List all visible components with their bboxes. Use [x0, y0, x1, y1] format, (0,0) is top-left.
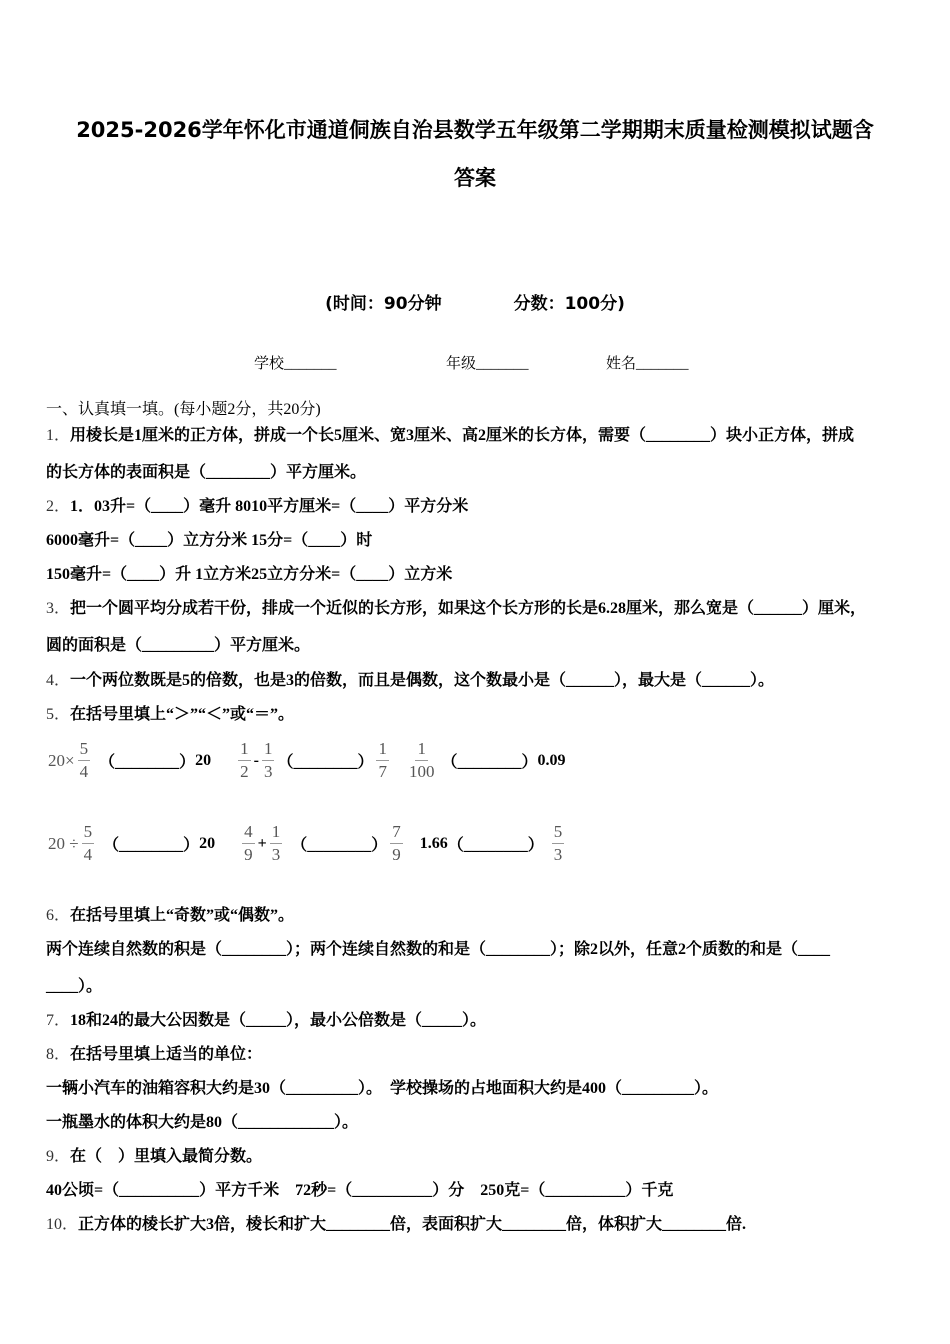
- operator: +: [257, 834, 267, 852]
- exam-info: [0, 289, 950, 314]
- school-field: 学校_______: [254, 356, 337, 372]
- q2-text-c: 150毫升=（____）升 1立方米25立方分米=（____）立方米: [46, 566, 453, 583]
- fraction: [376, 738, 389, 783]
- q6-line1: [46, 906, 294, 926]
- numerator: 1: [415, 738, 428, 761]
- value: 1.66: [419, 834, 448, 852]
- answer-blank[interactable]: （________）: [291, 837, 388, 854]
- q6-text-b: 两个连续自然数的积是（________）；两个连续自然数的和是（________）；除2以外，任意2个质数的和是（____: [46, 941, 831, 958]
- numerator: 1: [270, 821, 283, 844]
- fraction: [242, 821, 255, 866]
- expr-prefix: 20 ÷: [48, 833, 79, 853]
- name-field: 姓名_______: [606, 356, 689, 372]
- q-number: 1．: [46, 427, 71, 444]
- numerator: 1: [262, 738, 275, 761]
- q2-text-b: 6000毫升=（____）立方分米 15分=（____）时: [46, 532, 373, 549]
- answer-blank[interactable]: （________）: [103, 837, 200, 854]
- value: 20: [195, 751, 212, 769]
- numerator: 5: [82, 821, 95, 844]
- q6-text-c: ____）。: [46, 978, 103, 995]
- q-number: 7．: [46, 1012, 71, 1029]
- answer-blank[interactable]: （________）: [441, 754, 538, 771]
- denominator: 3: [271, 845, 281, 864]
- q6-text-a: 在括号里填上“奇数”或“偶数”。: [70, 907, 295, 924]
- q2-text-a: 1．03升=（____）毫升 8010平方厘米=（____）平方分米: [70, 498, 469, 515]
- q4-line1: [46, 671, 774, 691]
- q10-line1: [46, 1215, 746, 1235]
- q3-line1: [46, 599, 866, 619]
- fraction: [390, 821, 403, 866]
- title-line-1: 2025-2026学年怀化市通道侗族自治县数学五年级第二学期期末质量检测模拟试题含: [76, 118, 874, 142]
- q-number: 4．: [46, 672, 71, 689]
- q2-line1: [46, 497, 468, 517]
- numerator: 5: [78, 738, 91, 761]
- numerator: 1: [238, 738, 251, 761]
- q-number: 9．: [46, 1148, 71, 1165]
- denominator: 7: [378, 762, 387, 781]
- q9-text-b: 40公顷=（__________）平方千米 72秒=（__________）分 250克=（__________）千克: [46, 1182, 674, 1199]
- q7-text-a: 18和24的最大公因数是（_____），最小公倍数是（_____）。: [70, 1012, 487, 1029]
- q9-line1: [46, 1147, 262, 1167]
- q10-text-a: 正方体的棱长扩大3倍，棱长和扩大________倍，表面积扩大________倍，体积扩大________倍.: [78, 1216, 747, 1233]
- q5-text-a: 在括号里填上“＞”“＜”或“＝”。: [70, 706, 295, 723]
- q8-line1: [46, 1045, 262, 1065]
- q3-text-b: 圆的面积是（_________）平方厘米。: [46, 637, 311, 654]
- q-number: 8．: [46, 1046, 71, 1063]
- denominator: 4: [83, 845, 93, 864]
- expr-prefix: 20×: [48, 750, 75, 770]
- q7-line1: [46, 1011, 486, 1031]
- q9-text-a: 在（ ）里填入最简分数。: [70, 1148, 263, 1165]
- fraction: [409, 738, 435, 783]
- numerator: 4: [242, 821, 255, 844]
- numerator: 7: [390, 821, 403, 844]
- q1-line1: [46, 426, 854, 446]
- time-label: (时间：90分钟: [325, 294, 442, 314]
- fraction: [78, 738, 91, 783]
- value: 20: [199, 834, 216, 852]
- value: 0.09: [537, 751, 566, 769]
- grade-field: 年级_______: [446, 356, 529, 372]
- q-number: 3．: [46, 600, 71, 617]
- q5-row-2: [48, 821, 567, 866]
- denominator: 100: [408, 762, 435, 781]
- operator: -: [253, 751, 259, 769]
- fraction: [552, 821, 565, 866]
- denominator: 4: [79, 762, 89, 781]
- numerator: 1: [376, 738, 389, 761]
- q8-text-a: 在括号里填上适当的单位：: [70, 1046, 263, 1063]
- q-number: 10．: [46, 1216, 79, 1233]
- answer-blank[interactable]: （________）: [447, 837, 544, 854]
- numerator: 5: [552, 821, 565, 844]
- q-number: 5．: [46, 706, 71, 723]
- denominator: 3: [263, 762, 273, 781]
- denominator: 3: [553, 845, 563, 864]
- section-heading: 一、认真填一填。(每小题2分，共20分): [46, 401, 321, 418]
- q8-text-c: 一瓶墨水的体积大约是80（____________）。: [46, 1114, 359, 1131]
- fraction: [82, 821, 95, 866]
- title-line-2: 答案: [454, 166, 496, 190]
- q5-line1: [46, 705, 294, 725]
- q-number: 6．: [46, 907, 71, 924]
- denominator: 2: [240, 762, 249, 781]
- fraction: [262, 738, 275, 783]
- q1-text-b: 的长方体的表面积是（________）平方厘米。: [46, 464, 367, 481]
- answer-blank[interactable]: （________）: [99, 754, 196, 771]
- q1-text-a: 用棱长是1厘米的正方体，拼成一个长5厘米、宽3厘米、高2厘米的长方体，需要（________）块小正方体，拼成: [70, 427, 855, 444]
- q3-text-a: 把一个圆平均分成若干份，排成一个近似的长方形，如果这个长方形的长是6.28厘米，那么宽是（______）厘米，: [70, 600, 867, 617]
- fraction: [270, 821, 283, 866]
- fraction: [238, 738, 251, 783]
- denominator: 9: [244, 845, 253, 864]
- q-number: 2．: [46, 498, 71, 515]
- denominator: 9: [392, 845, 401, 864]
- q4-text-a: 一个两位数既是5的倍数，也是3的倍数，而且是偶数，这个数最小是（______），最大是（______）。: [70, 672, 775, 689]
- score-label: 分数：100分): [513, 294, 625, 314]
- q8-text-b: 一辆小汽车的油箱容积大约是30（_________）。 学校操场的占地面积大约是400（_________）。: [46, 1080, 719, 1097]
- answer-blank[interactable]: （________）: [277, 754, 374, 771]
- q5-row-1: [48, 738, 565, 783]
